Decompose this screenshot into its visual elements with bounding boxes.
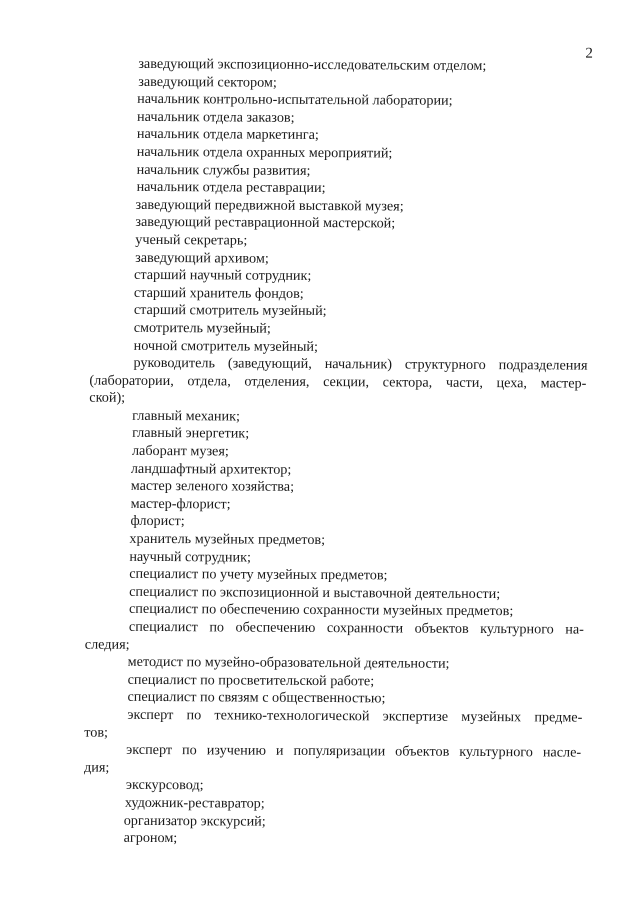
text-line: следия; [84, 636, 130, 653]
text-line: эксперт по технико-технологической экспертизе музейных предме- [127, 706, 583, 726]
position-list [0, 55, 640, 851]
text-line: экскурсовод; [125, 777, 204, 794]
text-line: начальник отдела реставрации; [136, 179, 326, 197]
text-line: эксперт по изучению и популяризации объектов культурного насле- [126, 741, 582, 761]
text-line: научный сотрудник; [129, 548, 251, 566]
text-line: ученый секретарь; [135, 231, 248, 249]
text-line: мастер-флорист; [130, 495, 231, 513]
text-line: организатор экскурсий; [123, 812, 266, 830]
text-line: начальник отдела охранных мероприятий; [136, 143, 393, 162]
text-line: методист по музейно-образовательной деятельности; [127, 654, 450, 672]
text-line: начальник службы развития; [136, 161, 311, 179]
text-line: заведующий архивом; [135, 249, 269, 267]
text-line: специалист по обеспечению сохранности музейных предметов; [128, 601, 514, 620]
text-line: ландшафтный архитектор; [130, 460, 292, 478]
text-line: дия; [84, 759, 110, 776]
text-line: старший хранитель фондов; [133, 284, 304, 302]
text-line: смотритель музейный; [133, 319, 271, 337]
text-line: заведующий передвижной выставкой музея; [135, 196, 404, 215]
text-line: мастер зеленого хозяйства; [130, 478, 295, 496]
text-line: руководитель (заведующий, начальник) структурного подразделения [133, 354, 588, 374]
text-line: начальник отдела заказов; [136, 108, 295, 126]
text-line: ночной смотритель музейный; [133, 337, 319, 355]
page-number: 2 [585, 45, 593, 62]
text-line: старший смотритель музейный; [133, 302, 327, 320]
text-line: главный механик; [132, 407, 241, 425]
text-line: заведующий экспозиционно-исследовательским отделом; [138, 55, 487, 75]
text-line: начальник отдела маркетинга; [136, 126, 319, 144]
text-line: хранитель музейных предметов; [129, 530, 326, 549]
text-line: старший научный сотрудник; [134, 266, 312, 285]
list-item [0, 829, 638, 851]
text-line: заведующий реставрационной мастерской; [135, 214, 396, 232]
text-line: лаборант музея; [131, 442, 229, 460]
text-line: специалист по просветительской работе; [127, 671, 375, 690]
text-line: тов; [84, 724, 109, 741]
text-line: специалист по связям с общественностью; [127, 689, 386, 707]
text-line: специалист по экспозиционной и выставочной деятельности; [129, 583, 501, 602]
text-line: агроном; [123, 829, 178, 847]
text-line: главный энергетик; [132, 425, 250, 443]
text-line: ской); [89, 389, 126, 407]
text-line: специалист по обеспечению сохранности объектов культурного на- [128, 618, 584, 638]
text-line: художник-реставратор; [124, 794, 265, 812]
text-line: (лаборатории, отдела, отделения, секции, сектора, части, цеха, мастер- [89, 372, 587, 392]
text-line: флорист; [130, 513, 185, 530]
text-line: специалист по учету музейных предметов; [129, 566, 388, 584]
text-line: начальник контрольно-испытательной лаборатории; [137, 91, 453, 109]
text-line: заведующий сектором; [138, 73, 277, 91]
